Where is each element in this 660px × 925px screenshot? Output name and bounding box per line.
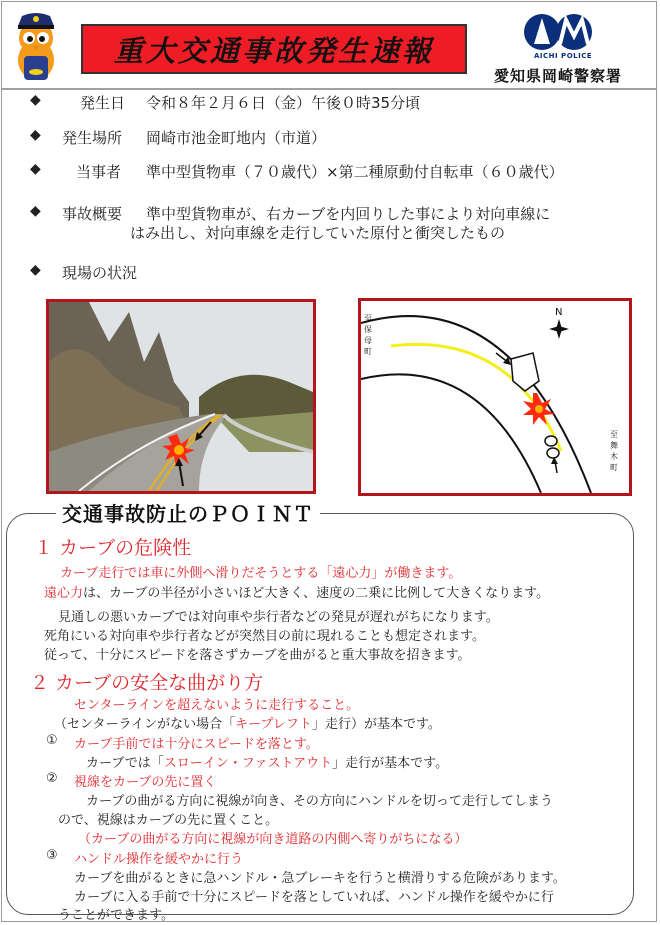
section-2-title: ２ カーブの安全な曲がり方 — [30, 672, 264, 694]
i1-line-1c: 」走行が基本です。 — [332, 756, 449, 771]
header — [2, 2, 656, 90]
bullet-diamond-icon: ◆ — [30, 127, 41, 143]
summary-label: 事故概要 — [62, 205, 123, 223]
north-label: N — [555, 307, 563, 318]
s1-line-2-rest: は、カーブの半径が小さいほど大きく、速度の二乗に比例して大きくなります。 — [83, 586, 550, 601]
slow-in-fast-out-term: スローイン・ファストアウト — [163, 756, 333, 771]
bullet-diamond-icon: ◆ — [30, 203, 41, 219]
item-2-line-3: （カーブの曲がる方向に視線が向き道路の内側へ寄りがちになる） — [78, 832, 468, 847]
item-2-line-2: ので、視線はカーブの先に置くこと。 — [58, 813, 279, 828]
date-label: 発生日 — [80, 94, 126, 112]
item-3-number: ③ — [46, 848, 58, 863]
logo-caption: AICHI POLICE — [534, 52, 593, 60]
keep-left-term: キープレフト — [235, 717, 312, 732]
s2-line-1: センターラインを超えないように走行すること。 — [74, 698, 360, 713]
item-2-number: ② — [46, 771, 58, 786]
item-3-line-1: カーブを曲がるときに急ハンドル・急ブレーキを行うと横滑りする危険があります。 — [74, 871, 566, 886]
scene-photo-image — [49, 302, 313, 491]
bullet-diamond-icon: ◆ — [30, 161, 41, 177]
parties-label: 当事者 — [76, 163, 122, 181]
item-3-title: ハンドル操作を緩やかに行う — [74, 852, 244, 867]
point-title: 交通事故防止のＰＯＩＮＴ — [56, 498, 320, 527]
date-value: 令和８年２月６日（金）午後０時35分頃 — [146, 94, 421, 112]
s1-line-3: 見通しの悪いカーブでは対向車や歩行者などの発見が遅れがちになります。 — [58, 610, 499, 625]
bullet-diamond-icon: ◆ — [30, 92, 41, 108]
accident-map-diagram — [361, 301, 629, 493]
item-1-title: カーブ手前では十分にスピードを落とす。 — [74, 737, 319, 752]
compass-icon — [549, 319, 569, 339]
police-mascot-icon — [8, 8, 64, 84]
item-2-title: 視線をカーブの先に置く — [74, 775, 217, 790]
item-3-line-3: うことができます。 — [58, 908, 174, 923]
summary-line-1: 準中型貨物車が、右カーブを内回りした事により対向車線に — [146, 205, 551, 223]
item-1-number: ① — [46, 733, 58, 748]
s2-line-2a: （センターラインがない場合「 — [54, 717, 236, 732]
s2-line-2 — [54, 713, 441, 732]
parties-value: 準中型貨物車（７０歳代）×第二種原動付自転車（６０歳代） — [146, 163, 564, 181]
s2-line-2c: 」走行）が基本です。 — [311, 717, 441, 732]
page-title: 重大交通事故発生速報 — [113, 33, 434, 68]
centrifugal-term: 遠心力 — [44, 586, 84, 601]
map-left-label: 至保母町 — [364, 314, 372, 356]
item-3-line-2: カーブに入る手前で十分にスピードを落としていれば、ハンドル操作を緩やかに行 — [74, 890, 554, 905]
s1-line-1: カーブ走行では車に外側へ滑りだそうとする「遠心力」が働きます。 — [60, 566, 462, 581]
summary-line-2: はみ出し、対向車線を走行していた原付と衝突したもの — [130, 224, 506, 242]
item-2-line-1: カーブの曲がる方向に視線が向き、その方向にハンドルを切って走行してしまう — [86, 794, 553, 809]
i1-line-1a: カーブでは「 — [86, 756, 164, 771]
place-label: 発生場所 — [62, 129, 123, 147]
accident-map — [358, 298, 632, 496]
title-banner — [81, 24, 467, 74]
item-1-line-1 — [86, 752, 448, 771]
scene-label: 現場の状況 — [62, 264, 138, 282]
s1-line-5: 従って、十分にスピードを落さずカーブを曲がると重大事故を招きます。 — [44, 648, 471, 663]
scene-photo — [46, 299, 316, 494]
place-value: 岡崎市池金町地内（市道） — [146, 129, 327, 147]
bullet-diamond-icon: ◆ — [30, 262, 41, 278]
s1-line-2 — [44, 582, 549, 601]
organization-name: 愛知県岡崎警察署 — [494, 67, 623, 85]
map-right-label: 至舞木町 — [610, 430, 618, 472]
s1-line-4: 死角にいる対向車や歩行者などが突然目の前に現れることも想定されます。 — [44, 629, 485, 644]
section-1-title: １ カーブの危険性 — [34, 537, 192, 559]
